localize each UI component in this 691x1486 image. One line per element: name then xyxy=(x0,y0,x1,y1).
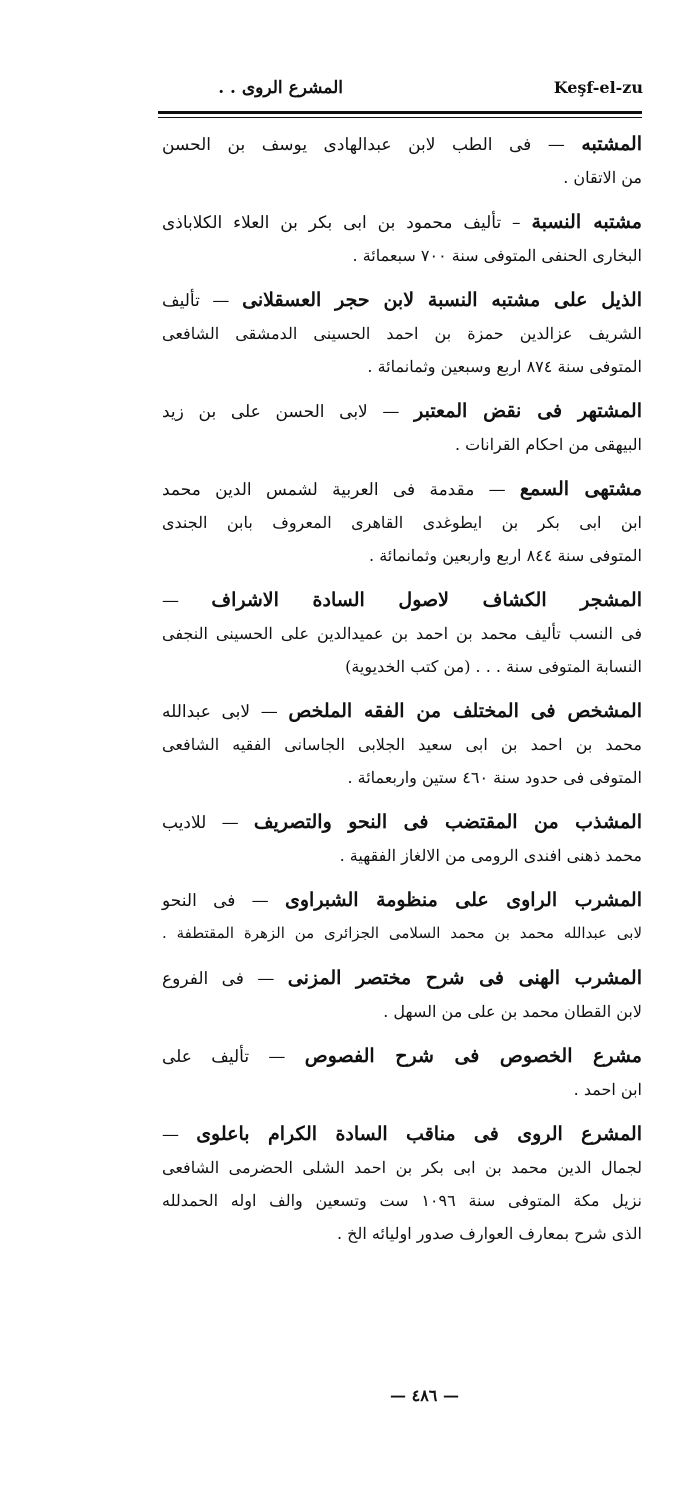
entry-text: النسابة المتوفى سنة . . . (من كتب الخديوية) xyxy=(345,657,642,676)
entry xyxy=(162,1040,642,1106)
entry-text: الذى شرح بمعارف العوارف صدور اوليائه الخ . xyxy=(336,1224,642,1243)
entry-text: لابن القطان محمد بن على من السهل . xyxy=(383,1002,642,1021)
entry-text: لجمال الدين محمد بن ابى بكر بن احمد الشلى الحضرمى الشافعى xyxy=(162,1158,643,1177)
entry-text: المتوفى سنة ٨٤٤ اربع واربعين وثمانمائة . xyxy=(369,546,642,565)
page-number-text: — ٤٨٦ — xyxy=(390,1386,459,1405)
entry-text: — فى النحو xyxy=(162,891,285,911)
entry-text: نزيل مكة المتوفى سنة ١٠٩٦ ست وتسعين والف اوله الحمدلله xyxy=(162,1191,642,1210)
entry-heading: المشجر الكشاف لاصول السادة الاشراف xyxy=(211,589,642,611)
entry xyxy=(162,284,642,383)
entry-text: — xyxy=(162,1125,197,1145)
entry-heading: المشذب من المقتضب فى النحو والتصريف xyxy=(253,811,642,833)
entry xyxy=(162,695,642,794)
entry xyxy=(162,806,642,872)
header-rule-thick xyxy=(158,111,642,114)
entry-heading: مشتهى السمع xyxy=(519,478,643,500)
entry-text: ابن احمد . xyxy=(573,1080,642,1099)
entry-text: — فى الفروع xyxy=(162,969,288,989)
entry xyxy=(162,584,642,683)
entry xyxy=(162,1118,642,1250)
entry-text: — لابى عبدالله xyxy=(162,702,289,722)
entry-text: المتوفى فى حدود سنة ٤٦٠ ستين واربعمائة . xyxy=(347,768,642,787)
entry-text: البيهقى من احكام القرانات . xyxy=(455,435,642,454)
entry xyxy=(162,884,642,950)
entry-heading: المشرب الراوى على منظومة الشبراوى xyxy=(285,889,642,911)
entry-text: — مقدمة فى العربية لشمس الدين محمد xyxy=(162,480,520,500)
entry-text: — لابى الحسن على بن زيد xyxy=(162,402,415,422)
entry-text: المتوفى سنة ٨٧٤ اربع وسبعين وثمانمائة . xyxy=(367,357,642,376)
entry-text: – تأليف محمود بن ابى بكر بن العلاء الكلاباذى xyxy=(162,213,532,233)
entry-text: — xyxy=(162,591,212,611)
entry xyxy=(162,128,642,194)
entry-heading: المشرع الروى فى مناقب السادة الكرام باعلوى xyxy=(196,1123,643,1145)
entry-heading: المشتهر فى نقض المعتبر xyxy=(414,400,643,422)
entry xyxy=(162,473,642,572)
entry-text: محمد ذهنى افندى الرومى من الالغاز الفقهية . xyxy=(339,846,642,865)
entry-heading: مشرع الخصوص فى شرح الفصوص xyxy=(304,1045,642,1067)
entry-text: الشريف عزالدين حمزة بن احمد الحسينى الدمشقى الشافعى xyxy=(162,324,643,343)
entry-text: فى النسب تأليف محمد بن احمد بن عميدالدين على الحسينى النجفى xyxy=(162,624,642,643)
entry-text: البخارى الحنفى المتوفى سنة ٧٠٠ سبعمائة . xyxy=(352,246,642,265)
entry-heading: مشتبه النسبة xyxy=(531,211,642,233)
page-header xyxy=(155,70,643,110)
entry-heading: المشخص فى المختلف من الفقه الملخص xyxy=(288,700,642,722)
running-code: Keşf-el-zu xyxy=(553,78,643,97)
entry-heading: المشتبه xyxy=(581,133,642,155)
header-rule-thin xyxy=(158,117,642,118)
entry-text: ابن ابى بكر بن ايطوغدى القاهرى المعروف بابن الجندى xyxy=(162,513,642,532)
entry xyxy=(162,206,642,272)
running-title: المشرع الروى . . xyxy=(218,78,343,98)
entry-text: — فى الطب لابن عبدالهادى يوسف بن الحسن xyxy=(162,135,582,155)
entry xyxy=(162,962,642,1028)
entry-heading: المشرب الهنى فى شرح مختصر المزنى xyxy=(287,967,642,989)
entry xyxy=(162,395,642,461)
entry-text: من الاتقان . xyxy=(563,168,642,187)
entry-text: — للاديب xyxy=(162,813,254,833)
page-number xyxy=(0,1386,691,1405)
entries-list xyxy=(162,128,642,1262)
entry-text: محمد بن احمد بن ابى سعيد الجلابى الجاسانى الفقيه الشافعى xyxy=(162,735,642,754)
entry-heading: الذيل على مشتبه النسبة لابن حجر العسقلانى xyxy=(242,289,642,311)
entry-text: — تأليف xyxy=(162,291,243,311)
entry-text: — تأليف على xyxy=(162,1047,305,1067)
entry-text: لابى عبدالله محمد بن محمد السلامى الجزائرى من الزهرة المقتطفة . xyxy=(162,924,642,942)
